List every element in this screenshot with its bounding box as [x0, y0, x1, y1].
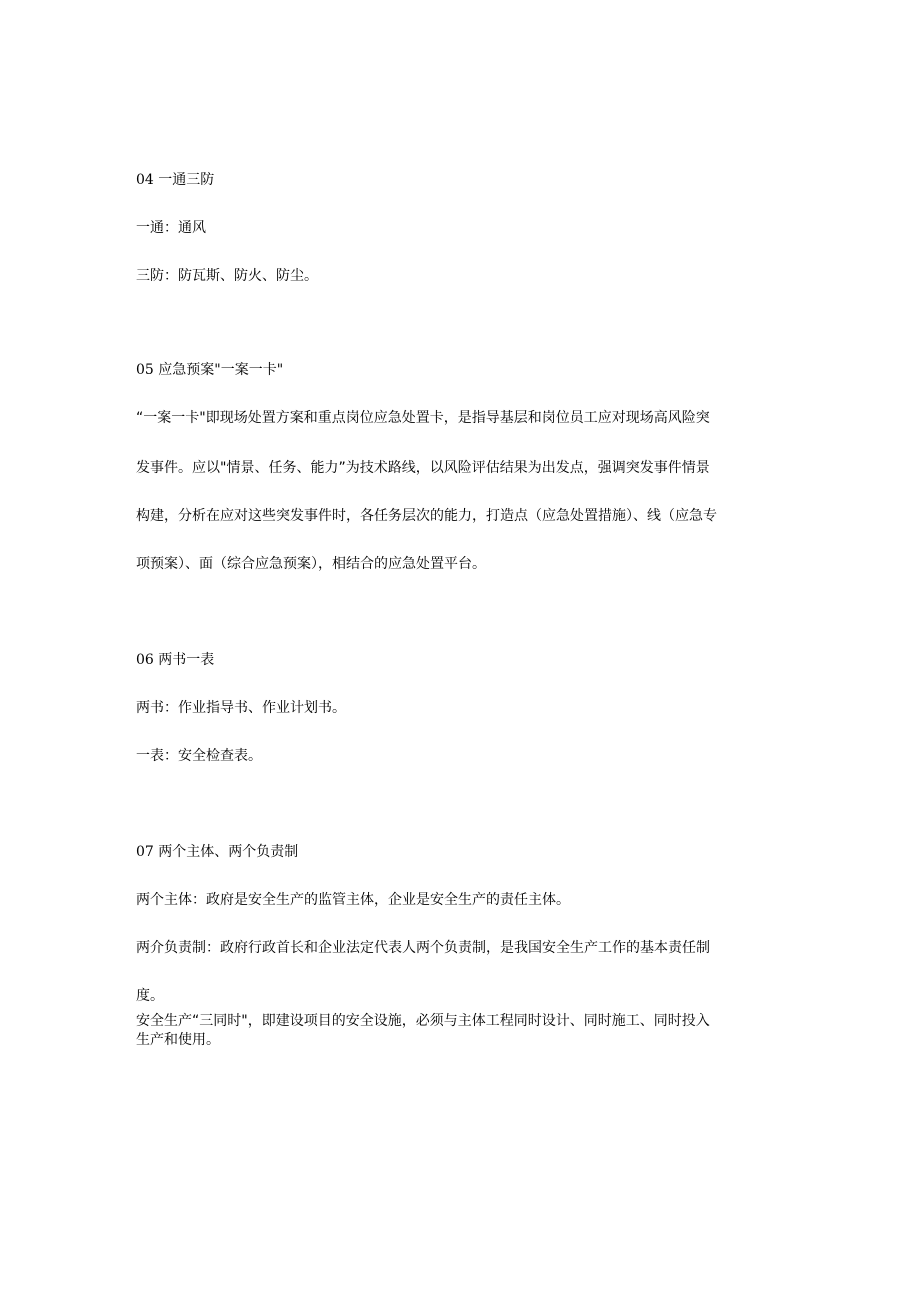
section-05-paragraph-line-4: 项预案）、面（综合应急预案），相结合的应急处置平台。 — [136, 556, 486, 572]
section-07-line-3b: 生产和使用。 — [136, 1032, 220, 1048]
section-04-heading: 04 一通三防 — [136, 172, 215, 188]
section-06-line-2: 一表：安全检查表。 — [136, 748, 262, 764]
section-04-line-2: 三防：防瓦斯、防火、防尘。 — [136, 268, 318, 284]
section-06-heading: 06 两书一表 — [136, 652, 215, 668]
section-07-line-3a: 安全生产“三同时"，即建设项目的安全设施，必须与主体工程同时设计、同时施工、同时投入 — [136, 1013, 710, 1029]
section-05-paragraph-line-1: “一案一卡"即现场处置方案和重点岗位应急处置卡，是指导基层和岗位员工应对现场高风险突 — [136, 410, 710, 426]
section-07-line-1: 两个主体：政府是安全生产的监管主体，企业是安全生产的责任主体。 — [136, 892, 570, 908]
section-05-paragraph-line-3: 构建，分析在应对这些突发事件时，各任务层次的能力，打造点（应急处置措施）、线（应急专 — [136, 508, 717, 524]
section-07-line-2b: 度。 — [136, 988, 164, 1004]
section-07-line-2a: 两介负责制：政府行政首长和企业法定代表人两个负责制，是我国安全生产工作的基本责任制 — [136, 940, 710, 956]
section-07-heading: 07 两个主体、两个负责制 — [136, 844, 299, 860]
section-06-line-1: 两书：作业指导书、作业计划书。 — [136, 700, 346, 716]
section-04-line-1: 一通：通风 — [136, 220, 206, 236]
section-05-heading: 05 应急预案"一案一卡" — [136, 362, 284, 378]
section-05-paragraph-line-2: 发事件。应以"情景、任务、能力”为技术路线，以风险评估结果为出发点，强调突发事件情景 — [136, 460, 710, 476]
